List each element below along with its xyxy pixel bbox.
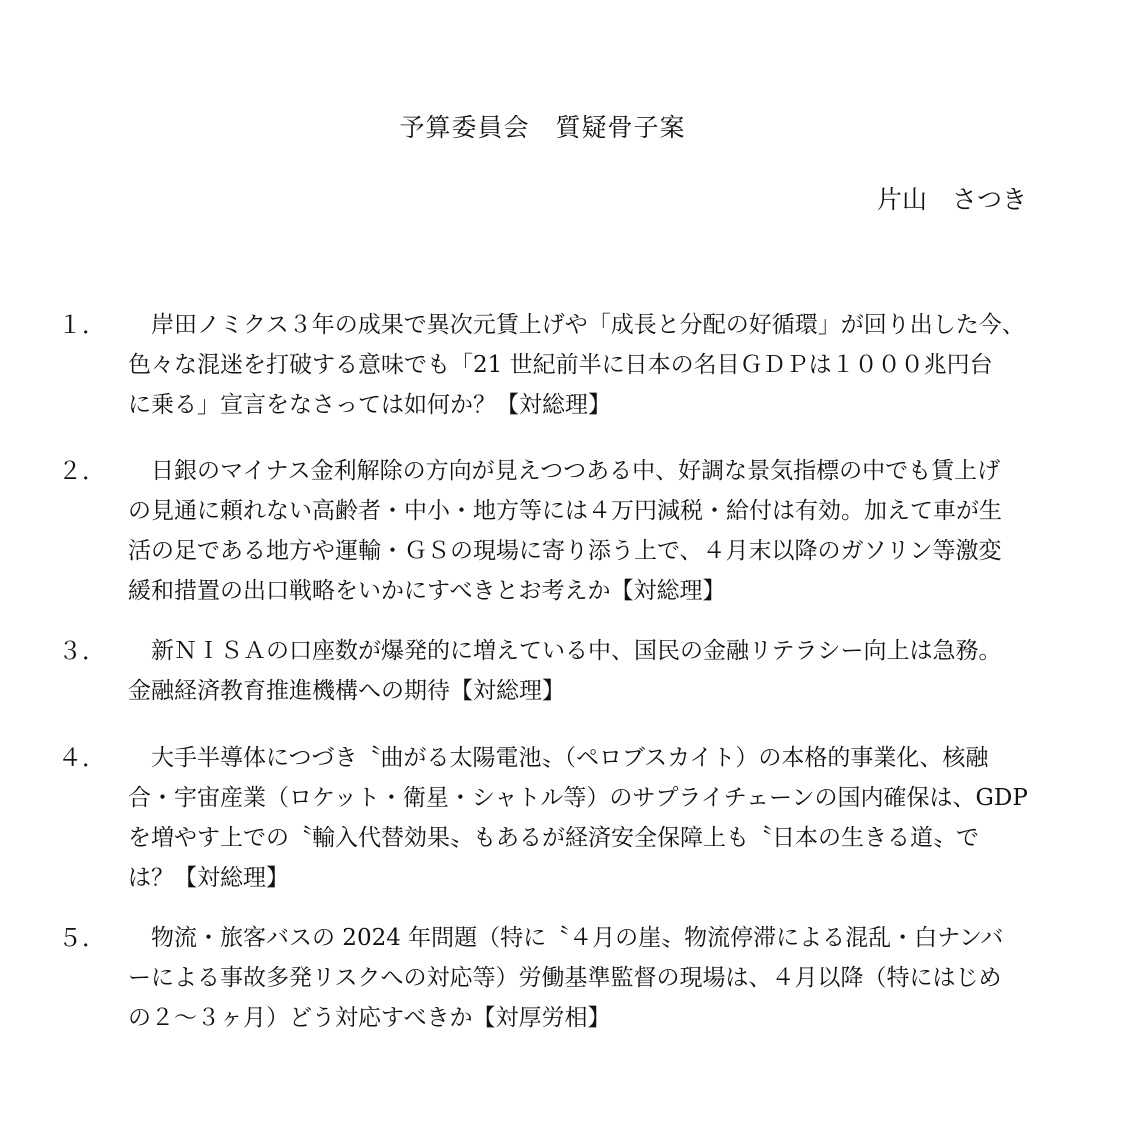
question-line: 緩和措置の出口戦略をいかにすべきとお考えか【対総理】 bbox=[128, 578, 726, 604]
question-text bbox=[128, 738, 1033, 898]
question-line: 物流・旅客バスの 2024 年問題（特に〝４月の崖〟物流停滞による混乱・白ナンバ bbox=[151, 925, 1004, 951]
question-line: の２～３ヶ月）どう対応すべきか【対厚労相】 bbox=[128, 1005, 611, 1031]
question-number: ４． bbox=[58, 744, 106, 772]
question-line: 大手半導体につづき〝曲がる太陽電池〟（ペロブスカイト）の本格的事業化、核融 bbox=[151, 745, 989, 771]
question-number: １． bbox=[58, 311, 106, 339]
question-line: を増やす上での〝輸入代替効果〟もあるが経済安全保障上も〝日本の生きる道〟で bbox=[128, 825, 979, 851]
question-number: ２． bbox=[58, 457, 106, 485]
document-title: 予算委員会 質疑骨子案 bbox=[399, 113, 686, 142]
question-line: 金融経済教育推進機構への期待【対総理】 bbox=[128, 678, 565, 704]
question-line: 活の足である地方や運輸・ＧＳの現場に寄り添う上で、４月末以降のガソリン等激変 bbox=[128, 538, 1002, 564]
question-line: 新ＮＩＳＡの口座数が爆発的に増えている中、国民の金融リテラシー向上は急務。 bbox=[151, 638, 1002, 664]
question-number: ５． bbox=[58, 924, 106, 952]
question-line: 岸田ノミクス３年の成果で異次元賃上げや「成長と分配の好循環」が回り出した今、 bbox=[151, 312, 1025, 338]
question-line: に乗る」宣言をなさっては如何か？【対総理】 bbox=[128, 392, 611, 418]
question-text bbox=[128, 918, 1033, 1038]
question-line: 色々な混迷を打破する意味でも「21 世紀前半に日本の名目ＧＤＰは１０００兆円台 bbox=[128, 352, 993, 378]
question-line: 日銀のマイナス金利解除の方向が見えつつある中、好調な景気指標の中でも賃上げ bbox=[151, 458, 1001, 484]
question-line: は？【対総理】 bbox=[128, 865, 289, 891]
question-text bbox=[128, 631, 1033, 711]
question-line: の見通に頼れない高齢者・中小・地方等には４万円減税・給付は有効。加えて車が生 bbox=[128, 498, 1002, 524]
question-line: 合・宇宙産業（ロケット・衛星・シャトル等）のサプライチェーンの国内確保は、GDP bbox=[128, 785, 1028, 811]
question-line: ーによる事故多発リスクへの対応等）労働基準監督の現場は、４月以降（特にはじめ bbox=[128, 965, 1002, 991]
question-text bbox=[128, 451, 1033, 611]
question-number: ３． bbox=[58, 637, 106, 665]
author-name: 片山 さつき bbox=[876, 185, 1027, 214]
question-text bbox=[128, 305, 1033, 425]
